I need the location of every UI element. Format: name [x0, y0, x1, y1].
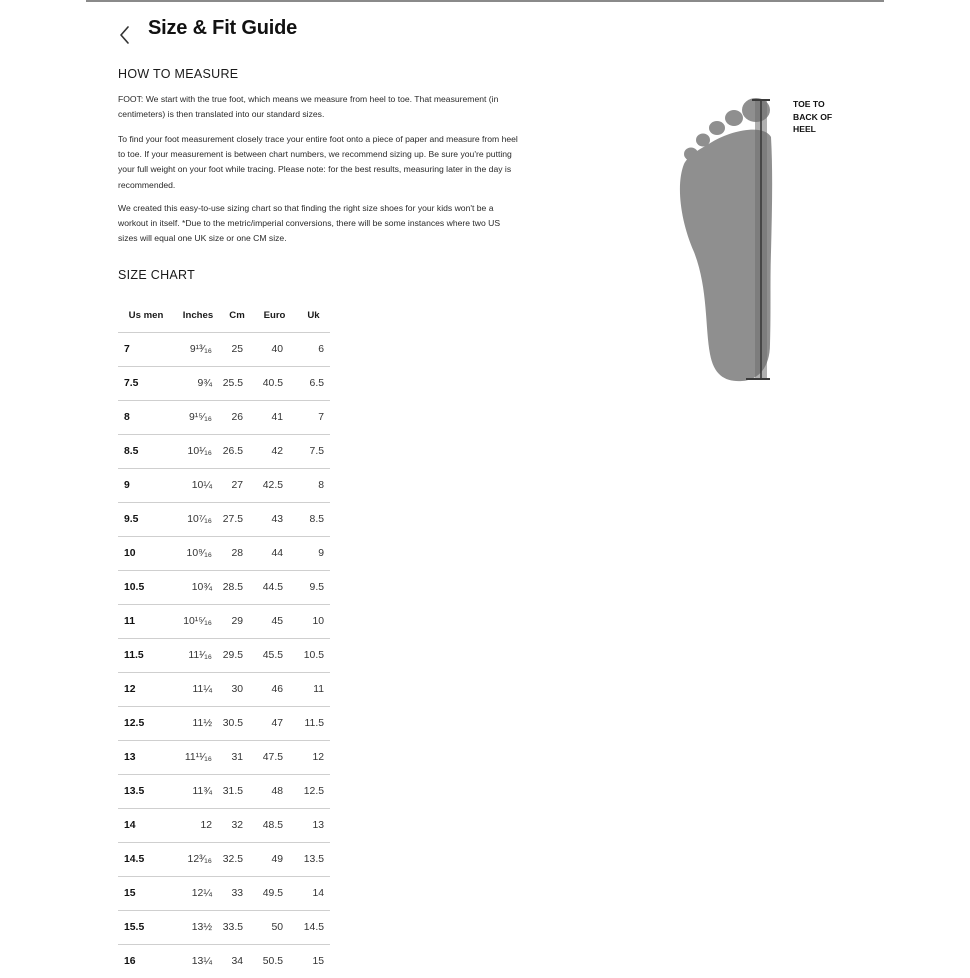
column-header-inches: Inches — [174, 298, 222, 333]
size-chart-row — [118, 639, 330, 673]
chevron-left-icon — [112, 22, 138, 48]
column-header-us-men: Us men — [118, 298, 174, 333]
inches-cell: 12¼ — [174, 877, 222, 911]
measure-paragraph-1: FOOT: We start with the true foot, which means we measure from heel to toe. That measurement (in centimeters) is then translated into our standard sizes. — [118, 92, 518, 122]
cm-cell: 29.5 — [222, 639, 252, 673]
euro-cell: 50 — [252, 911, 297, 945]
cm-cell: 30 — [222, 673, 252, 707]
cm-cell: 27.5 — [222, 503, 252, 537]
inches-cell: 12 — [174, 809, 222, 843]
us-men-cell: 12 — [118, 673, 174, 707]
us-men-cell: 16 — [118, 945, 174, 978]
cm-cell: 29 — [222, 605, 252, 639]
uk-cell: 6.5 — [297, 367, 330, 401]
page-title: Size & Fit Guide — [148, 17, 297, 40]
size-chart-heading: SIZE CHART — [118, 268, 195, 282]
uk-cell: 9 — [297, 537, 330, 571]
size-chart-row — [118, 503, 330, 537]
inches-cell: 10⁹⁄₁₆ — [174, 537, 222, 571]
cm-cell: 25.5 — [222, 367, 252, 401]
euro-cell: 44 — [252, 537, 297, 571]
uk-cell: 6 — [297, 333, 330, 367]
size-chart-row — [118, 673, 330, 707]
us-men-cell: 13.5 — [118, 775, 174, 809]
us-men-cell: 11 — [118, 605, 174, 639]
size-chart-row — [118, 741, 330, 775]
euro-cell: 45 — [252, 605, 297, 639]
inches-cell: 10¹⁄₁₆ — [174, 435, 222, 469]
foot-measure-diagram — [672, 92, 872, 392]
us-men-cell: 9 — [118, 469, 174, 503]
inches-cell: 9¾ — [174, 367, 222, 401]
euro-cell: 43 — [252, 503, 297, 537]
inches-cell: 11¾ — [174, 775, 222, 809]
us-men-cell: 15 — [118, 877, 174, 911]
uk-cell: 12 — [297, 741, 330, 775]
inches-cell: 10¹⁵⁄₁₆ — [174, 605, 222, 639]
euro-cell: 49 — [252, 843, 297, 877]
uk-cell: 10 — [297, 605, 330, 639]
uk-cell: 15 — [297, 945, 330, 978]
cm-cell: 33 — [222, 877, 252, 911]
inches-cell: 9¹³⁄₁₆ — [174, 333, 222, 367]
euro-cell: 40.5 — [252, 367, 297, 401]
size-chart-row — [118, 707, 330, 741]
uk-cell: 8.5 — [297, 503, 330, 537]
size-chart-row — [118, 605, 330, 639]
uk-cell: 11.5 — [297, 707, 330, 741]
size-chart-row — [118, 537, 330, 571]
size-chart-row — [118, 945, 330, 978]
inches-cell: 9¹⁵⁄₁₆ — [174, 401, 222, 435]
us-men-cell: 7.5 — [118, 367, 174, 401]
size-chart-row — [118, 911, 330, 945]
us-men-cell: 11.5 — [118, 639, 174, 673]
cm-cell: 32 — [222, 809, 252, 843]
uk-cell: 13 — [297, 809, 330, 843]
size-chart-row — [118, 401, 330, 435]
uk-cell: 7.5 — [297, 435, 330, 469]
size-chart-header-row — [118, 298, 330, 333]
uk-cell: 9.5 — [297, 571, 330, 605]
size-chart-row — [118, 367, 330, 401]
column-header-uk: Uk — [297, 298, 330, 333]
cm-cell: 34 — [222, 945, 252, 978]
cm-cell: 31.5 — [222, 775, 252, 809]
column-header-cm: Cm — [222, 298, 252, 333]
cm-cell: 27 — [222, 469, 252, 503]
euro-cell: 47.5 — [252, 741, 297, 775]
size-chart-row — [118, 571, 330, 605]
inches-cell: 10⁷⁄₁₆ — [174, 503, 222, 537]
cm-cell: 32.5 — [222, 843, 252, 877]
size-chart-row — [118, 843, 330, 877]
inches-cell: 11¹⁄₁₆ — [174, 639, 222, 673]
us-men-cell: 13 — [118, 741, 174, 775]
cm-cell: 33.5 — [222, 911, 252, 945]
euro-cell: 42.5 — [252, 469, 297, 503]
euro-cell: 46 — [252, 673, 297, 707]
size-chart-body — [118, 333, 330, 978]
size-chart-row — [118, 775, 330, 809]
us-men-cell: 10 — [118, 537, 174, 571]
toe-to-heel-label: TOE TO BACK OF HEEL — [793, 98, 863, 136]
cm-cell: 26 — [222, 401, 252, 435]
uk-cell: 7 — [297, 401, 330, 435]
us-men-cell: 7 — [118, 333, 174, 367]
euro-cell: 45.5 — [252, 639, 297, 673]
measure-paragraph-2: To find your foot measurement closely trace your entire foot onto a piece of paper and measure from heel to toe. If your measurement is between chart numbers, we recommend sizing up. Be sure you're putting your full weight on your foot while tracing. Please note: for the best results, measuring later in the day is recommended. — [118, 132, 518, 193]
cm-cell: 28 — [222, 537, 252, 571]
uk-cell: 10.5 — [297, 639, 330, 673]
us-men-cell: 9.5 — [118, 503, 174, 537]
how-to-measure-heading: HOW TO MEASURE — [118, 67, 238, 81]
size-chart-row — [118, 435, 330, 469]
cm-cell: 30.5 — [222, 707, 252, 741]
euro-cell: 42 — [252, 435, 297, 469]
size-chart-row — [118, 333, 330, 367]
euro-cell: 50.5 — [252, 945, 297, 978]
us-men-cell: 8.5 — [118, 435, 174, 469]
euro-cell: 48.5 — [252, 809, 297, 843]
size-chart-row — [118, 809, 330, 843]
cm-cell: 31 — [222, 741, 252, 775]
euro-cell: 48 — [252, 775, 297, 809]
inches-cell: 13¼ — [174, 945, 222, 978]
us-men-cell: 14.5 — [118, 843, 174, 877]
cm-cell: 28.5 — [222, 571, 252, 605]
inches-cell: 12³⁄₁₆ — [174, 843, 222, 877]
measure-paragraph-3: We created this easy-to-use sizing chart so that finding the right size shoes for your kids won't be a workout in itself. *Due to the metric/imperial conversions, there will be some instances where two US sizes will equal one UK size or one CM size. — [118, 201, 518, 247]
us-men-cell: 15.5 — [118, 911, 174, 945]
us-men-cell: 14 — [118, 809, 174, 843]
uk-cell: 14.5 — [297, 911, 330, 945]
size-chart-table — [118, 298, 330, 978]
uk-cell: 14 — [297, 877, 330, 911]
uk-cell: 11 — [297, 673, 330, 707]
inches-cell: 10¾ — [174, 571, 222, 605]
inches-cell: 11¼ — [174, 673, 222, 707]
inches-cell: 13½ — [174, 911, 222, 945]
us-men-cell: 8 — [118, 401, 174, 435]
euro-cell: 49.5 — [252, 877, 297, 911]
cm-cell: 26.5 — [222, 435, 252, 469]
euro-cell: 47 — [252, 707, 297, 741]
back-button[interactable] — [112, 22, 138, 48]
euro-cell: 44.5 — [252, 571, 297, 605]
top-divider — [86, 0, 884, 2]
inches-cell: 11¹¹⁄₁₆ — [174, 741, 222, 775]
column-header-euro: Euro — [252, 298, 297, 333]
us-men-cell: 10.5 — [118, 571, 174, 605]
uk-cell: 13.5 — [297, 843, 330, 877]
uk-cell: 12.5 — [297, 775, 330, 809]
euro-cell: 40 — [252, 333, 297, 367]
cm-cell: 25 — [222, 333, 252, 367]
size-chart-row — [118, 469, 330, 503]
inches-cell: 10¼ — [174, 469, 222, 503]
inches-cell: 11½ — [174, 707, 222, 741]
euro-cell: 41 — [252, 401, 297, 435]
us-men-cell: 12.5 — [118, 707, 174, 741]
uk-cell: 8 — [297, 469, 330, 503]
size-chart-row — [118, 877, 330, 911]
